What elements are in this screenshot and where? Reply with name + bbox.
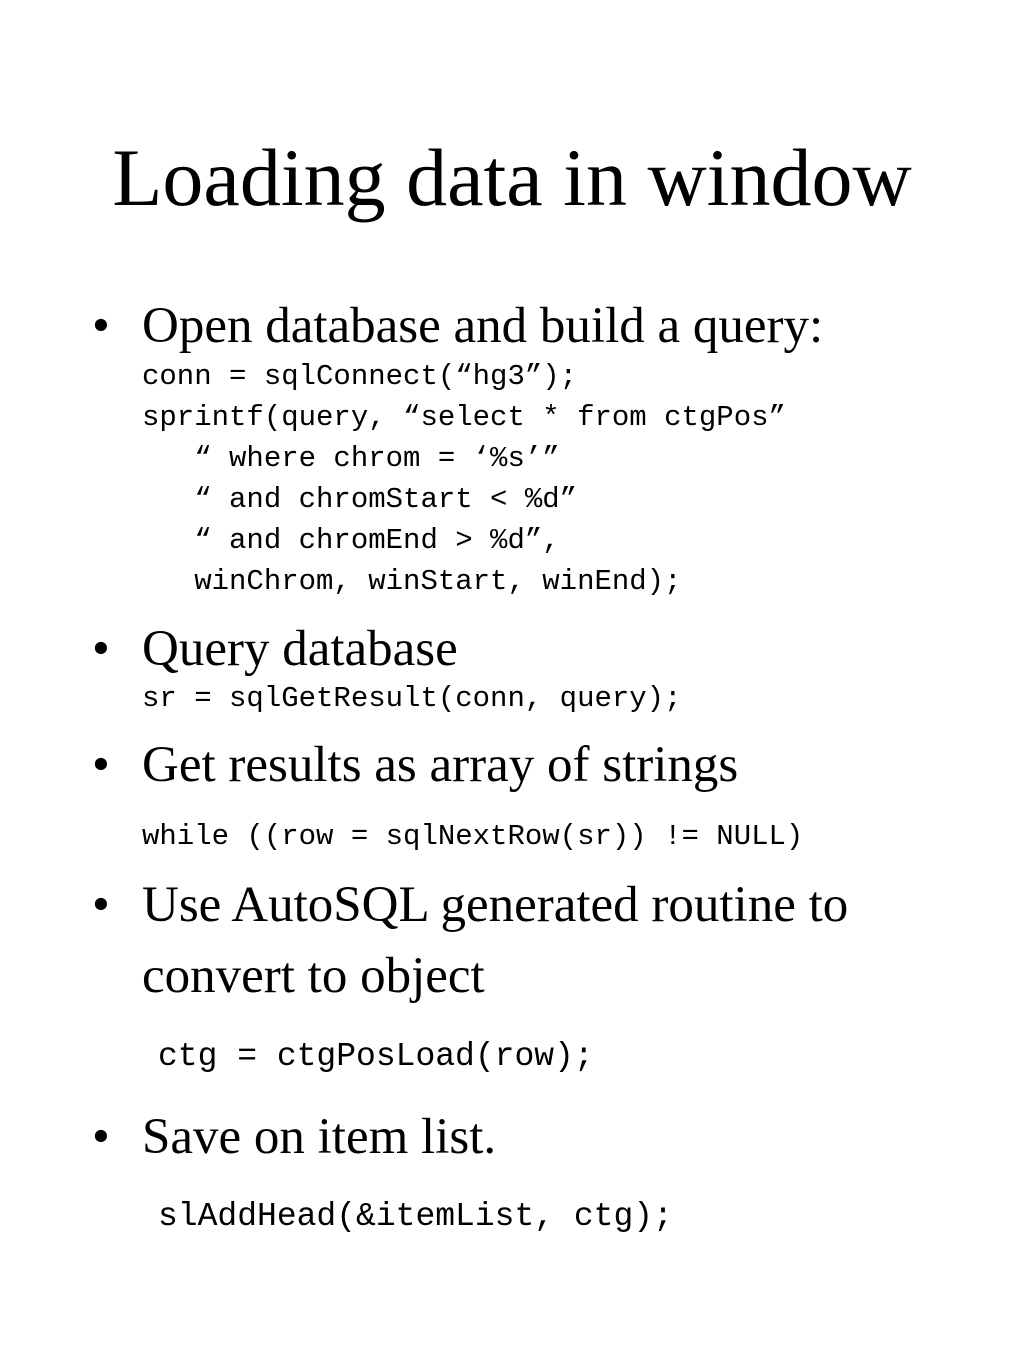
bullet-marker: •	[92, 621, 110, 677]
bullet-text-save-on-item-list: Save on item list.	[142, 1109, 497, 1165]
bullet-text-query-database: Query database	[142, 621, 458, 677]
code-line: “ and chromStart < %d”	[142, 483, 578, 516]
slide-title: Loading data in window	[112, 132, 912, 223]
code-line: slAddHead(&itemList, ctg);	[158, 1198, 673, 1235]
code-line: winChrom, winStart, winEnd);	[142, 565, 682, 598]
code-line: “ where chrom = ‘%s’”	[142, 442, 560, 475]
bullet-marker: •	[92, 1109, 110, 1165]
code-line: “ and chromEnd > %d”,	[142, 524, 560, 557]
code-line: sprintf(query, “select * from ctgPos”	[142, 401, 786, 434]
bullet-marker: •	[92, 298, 110, 354]
bullet-text-use-autosql: Use AutoSQL generated routine to	[142, 877, 849, 933]
bullet-marker: •	[92, 877, 110, 933]
code-line: while ((row = sqlNextRow(sr)) != NULL)	[142, 820, 804, 853]
bullet-text-open-database: Open database and build a query:	[142, 298, 824, 354]
code-line: conn = sqlConnect(“hg3”);	[142, 360, 578, 393]
code-line: sr = sqlGetResult(conn, query);	[142, 682, 682, 715]
bullet-text-get-results: Get results as array of strings	[142, 737, 739, 793]
bullet-marker: •	[92, 737, 110, 793]
bullet-text-use-autosql-cont: convert to object	[142, 948, 485, 1004]
code-line: ctg = ctgPosLoad(row);	[158, 1038, 594, 1075]
